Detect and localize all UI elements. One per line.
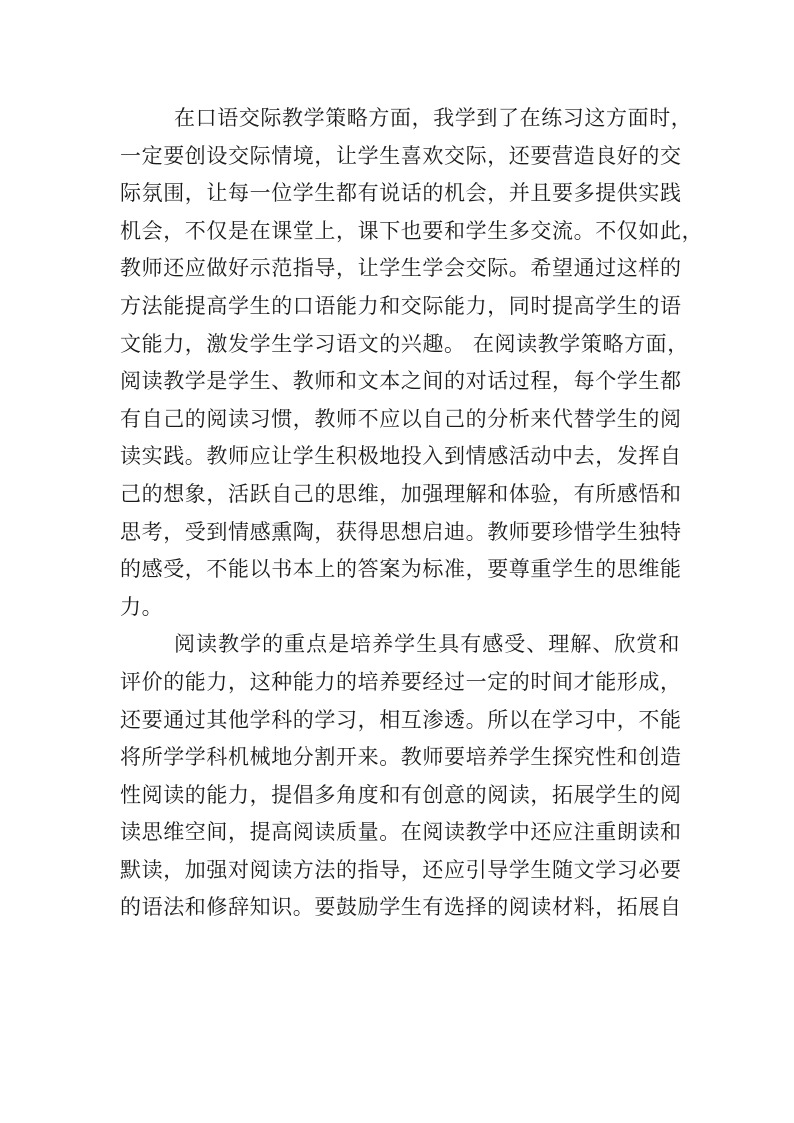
- text-line: 的感受，不能以书本上的答案为标准，要尊重学生的思维能: [120, 557, 682, 582]
- paragraph-oral-and-reading-strategy: [120, 100, 704, 626]
- text-line: 方法能提高学生的口语能力和交际能力，同时提高学生的语: [120, 293, 682, 318]
- document-body: [120, 100, 704, 927]
- text-line: 读实践。教师应让学生积极地投入到情感活动中去，发挥自: [120, 444, 682, 469]
- text-line: 思考，受到情感熏陶，获得思想启迪。教师要珍惜学生独特: [120, 519, 682, 544]
- text-line: 力。: [120, 594, 164, 619]
- text-line: 己的想象，活跃自己的思维，加强理解和体验，有所感悟和: [120, 481, 682, 506]
- text-line: 文能力，激发学生学习语文的兴趣。 在阅读教学策略方面，: [120, 331, 689, 356]
- text-line: 将所学学科机械地分割开来。教师要培养学生探究性和创造: [120, 745, 682, 770]
- text-line: 评价的能力，这种能力的培养要经过一定的时间才能形成，: [120, 669, 682, 694]
- text-line: 默读，加强对阅读方法的指导，还应引导学生随文学习必要: [120, 857, 682, 882]
- text-line: 在口语交际教学策略方面，我学到了在练习这方面时，: [174, 106, 693, 130]
- text-line: 一定要创设交际情境，让学生喜欢交际，还要营造良好的交: [120, 143, 682, 168]
- text-line: 还要通过其他学科的学习，相互渗透。所以在学习中，不能: [120, 707, 682, 732]
- text-line: 教师还应做好示范指导，让学生学会交际。希望通过这样的: [120, 256, 682, 281]
- text-line: 阅读教学是学生、教师和文本之间的对话过程，每个学生都: [120, 369, 682, 394]
- paragraph-reading-focus: [120, 626, 680, 927]
- text-line: 机会，不仅是在课堂上，课下也要和学生多交流。不仅如此，: [120, 218, 704, 243]
- text-line: 阅读教学的重点是培养学生具有感受、理解、欣赏和: [174, 632, 680, 657]
- text-line: 有自己的阅读习惯，教师不应以自己的分析来代替学生的阅: [120, 406, 682, 431]
- text-line: 读思维空间，提高阅读质量。在阅读教学中还应注重朗读和: [120, 820, 682, 845]
- text-line: 的语法和修辞知识。要鼓励学生有选择的阅读材料，拓展自: [120, 895, 682, 920]
- text-line: 性阅读的能力，提倡多角度和有创意的阅读，拓展学生的阅: [120, 782, 682, 807]
- text-line: 际氛围，让每一位学生都有说话的机会，并且要多提供实践: [120, 181, 682, 206]
